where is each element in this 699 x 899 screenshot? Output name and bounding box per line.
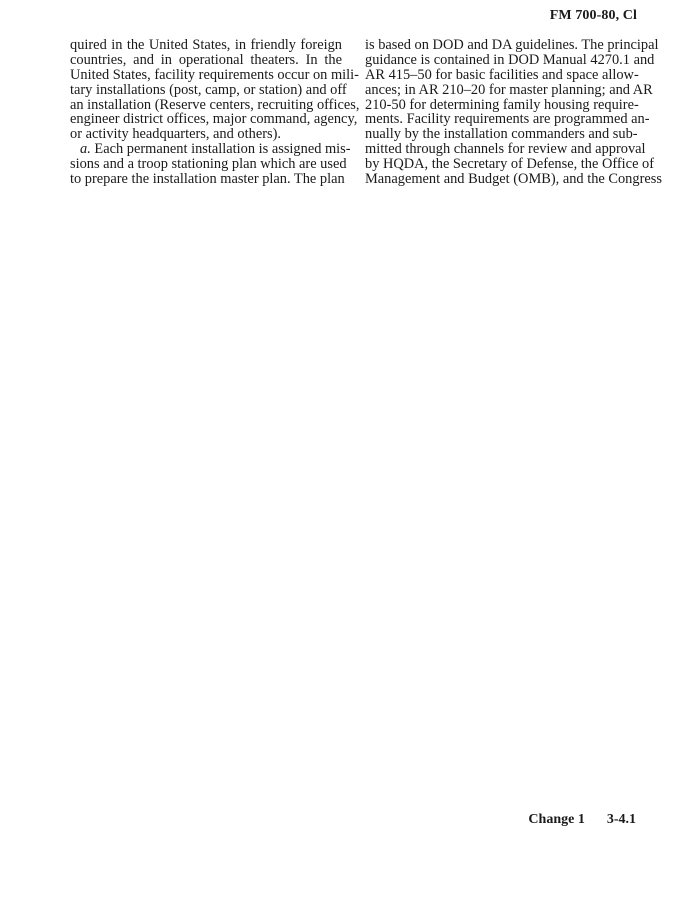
paragraph-a-first-line xyxy=(70,141,351,158)
text-line: ments. Facility requirements are programmed an- xyxy=(365,111,650,128)
change-label: Change 1 xyxy=(528,812,585,827)
document-id-header: FM 700-80, Cl xyxy=(549,8,637,23)
text-line: to prepare the installation master plan. The plan xyxy=(70,171,345,188)
text-line: mitted through channels for review and approval xyxy=(365,141,646,158)
left-text-column xyxy=(70,37,360,188)
page-footer xyxy=(528,812,636,828)
text-line: Management and Budget (OMB), and the Congress xyxy=(365,171,662,188)
right-text-column xyxy=(365,37,662,188)
paragraph-a-text: Each permanent installation is assigned mis- xyxy=(94,141,351,158)
text-line: or activity headquarters, and others). xyxy=(70,126,281,143)
text-line: guidance is contained in DOD Manual 4270.1 and xyxy=(365,51,655,68)
text-line: quired in the United States, in friendly foreign xyxy=(70,37,342,53)
page-number: 3-4.1 xyxy=(606,812,636,827)
text-line: an installation (Reserve centers, recruiting offices, xyxy=(70,96,360,113)
text-line: is based on DOD and DA guidelines. The principal xyxy=(365,37,659,53)
text-line: engineer district offices, major command, agency, xyxy=(70,111,358,128)
text-line: sions and a troop stationing plan which are used xyxy=(70,156,347,173)
text-line: by HQDA, the Secretary of Defense, the Office of xyxy=(365,156,655,173)
text-line: United States, facility requirements occur on mili- xyxy=(70,66,359,83)
text-line: countries, and in operational theaters. In the xyxy=(70,51,342,68)
text-line: ances; in AR 210–20 for master planning; and AR xyxy=(365,81,653,98)
paragraph-letter: a. xyxy=(80,141,91,158)
text-line: nually by the installation commanders and sub- xyxy=(365,126,638,143)
text-line: tary installations (post, camp, or station) and off xyxy=(70,81,347,98)
text-line: 210-50 for determining family housing require- xyxy=(365,96,639,113)
text-line: AR 415–50 for basic facilities and space allow- xyxy=(365,66,639,83)
